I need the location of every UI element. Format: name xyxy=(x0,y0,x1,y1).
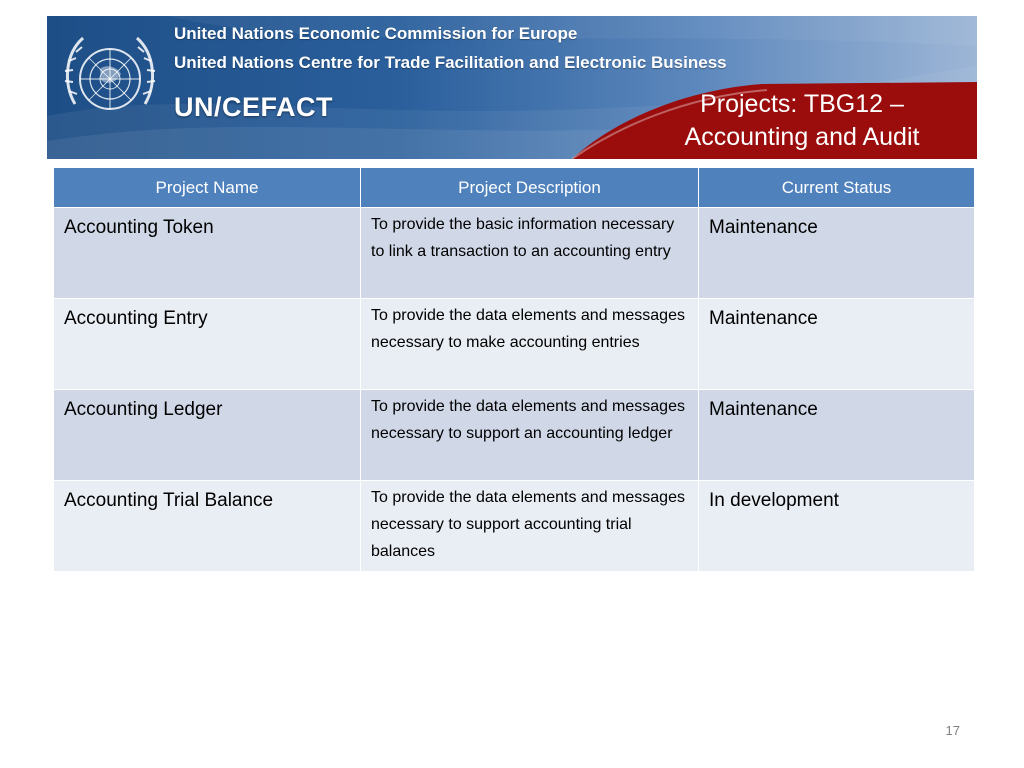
projects-table xyxy=(53,167,975,572)
header-banner xyxy=(47,16,977,159)
slide-title-line-1: Projects: TBG12 – xyxy=(700,90,904,118)
current-status-cell: Maintenance xyxy=(699,390,975,481)
project-name-cell: Accounting Ledger xyxy=(54,390,361,481)
table-row xyxy=(54,481,975,572)
project-description-cell: To provide the basic information necessary to link a transaction to an accounting entry xyxy=(361,208,699,299)
slide-title-line-2: Accounting and Audit xyxy=(684,123,920,151)
project-description-cell: To provide the data elements and messages necessary to support an accounting ledger xyxy=(361,390,699,481)
title-panel xyxy=(572,82,977,159)
table-row xyxy=(54,208,975,299)
table-row xyxy=(54,390,975,481)
column-header-project-description: Project Description xyxy=(361,168,699,208)
un-emblem-icon xyxy=(55,24,165,134)
table-header-row xyxy=(54,168,975,208)
slide-title xyxy=(632,88,972,154)
current-status-cell: In development xyxy=(699,481,975,572)
page-number: 17 xyxy=(945,723,960,738)
centre-name: United Nations Centre for Trade Facilitation and Electronic Business xyxy=(174,53,727,72)
project-name-cell: Accounting Token xyxy=(54,208,361,299)
column-header-project-name: Project Name xyxy=(54,168,361,208)
table-row xyxy=(54,299,975,390)
project-description-cell: To provide the data elements and messages necessary to support accounting trial balances xyxy=(361,481,699,572)
project-name-cell: Accounting Trial Balance xyxy=(54,481,361,572)
uncefact-logo-text: UN/CEFACT xyxy=(174,92,333,122)
project-description-cell: To provide the data elements and messages necessary to make accounting entries xyxy=(361,299,699,390)
column-header-current-status: Current Status xyxy=(699,168,975,208)
current-status-cell: Maintenance xyxy=(699,299,975,390)
current-status-cell: Maintenance xyxy=(699,208,975,299)
organization-name: United Nations Economic Commission for Europe xyxy=(174,24,578,43)
project-name-cell: Accounting Entry xyxy=(54,299,361,390)
